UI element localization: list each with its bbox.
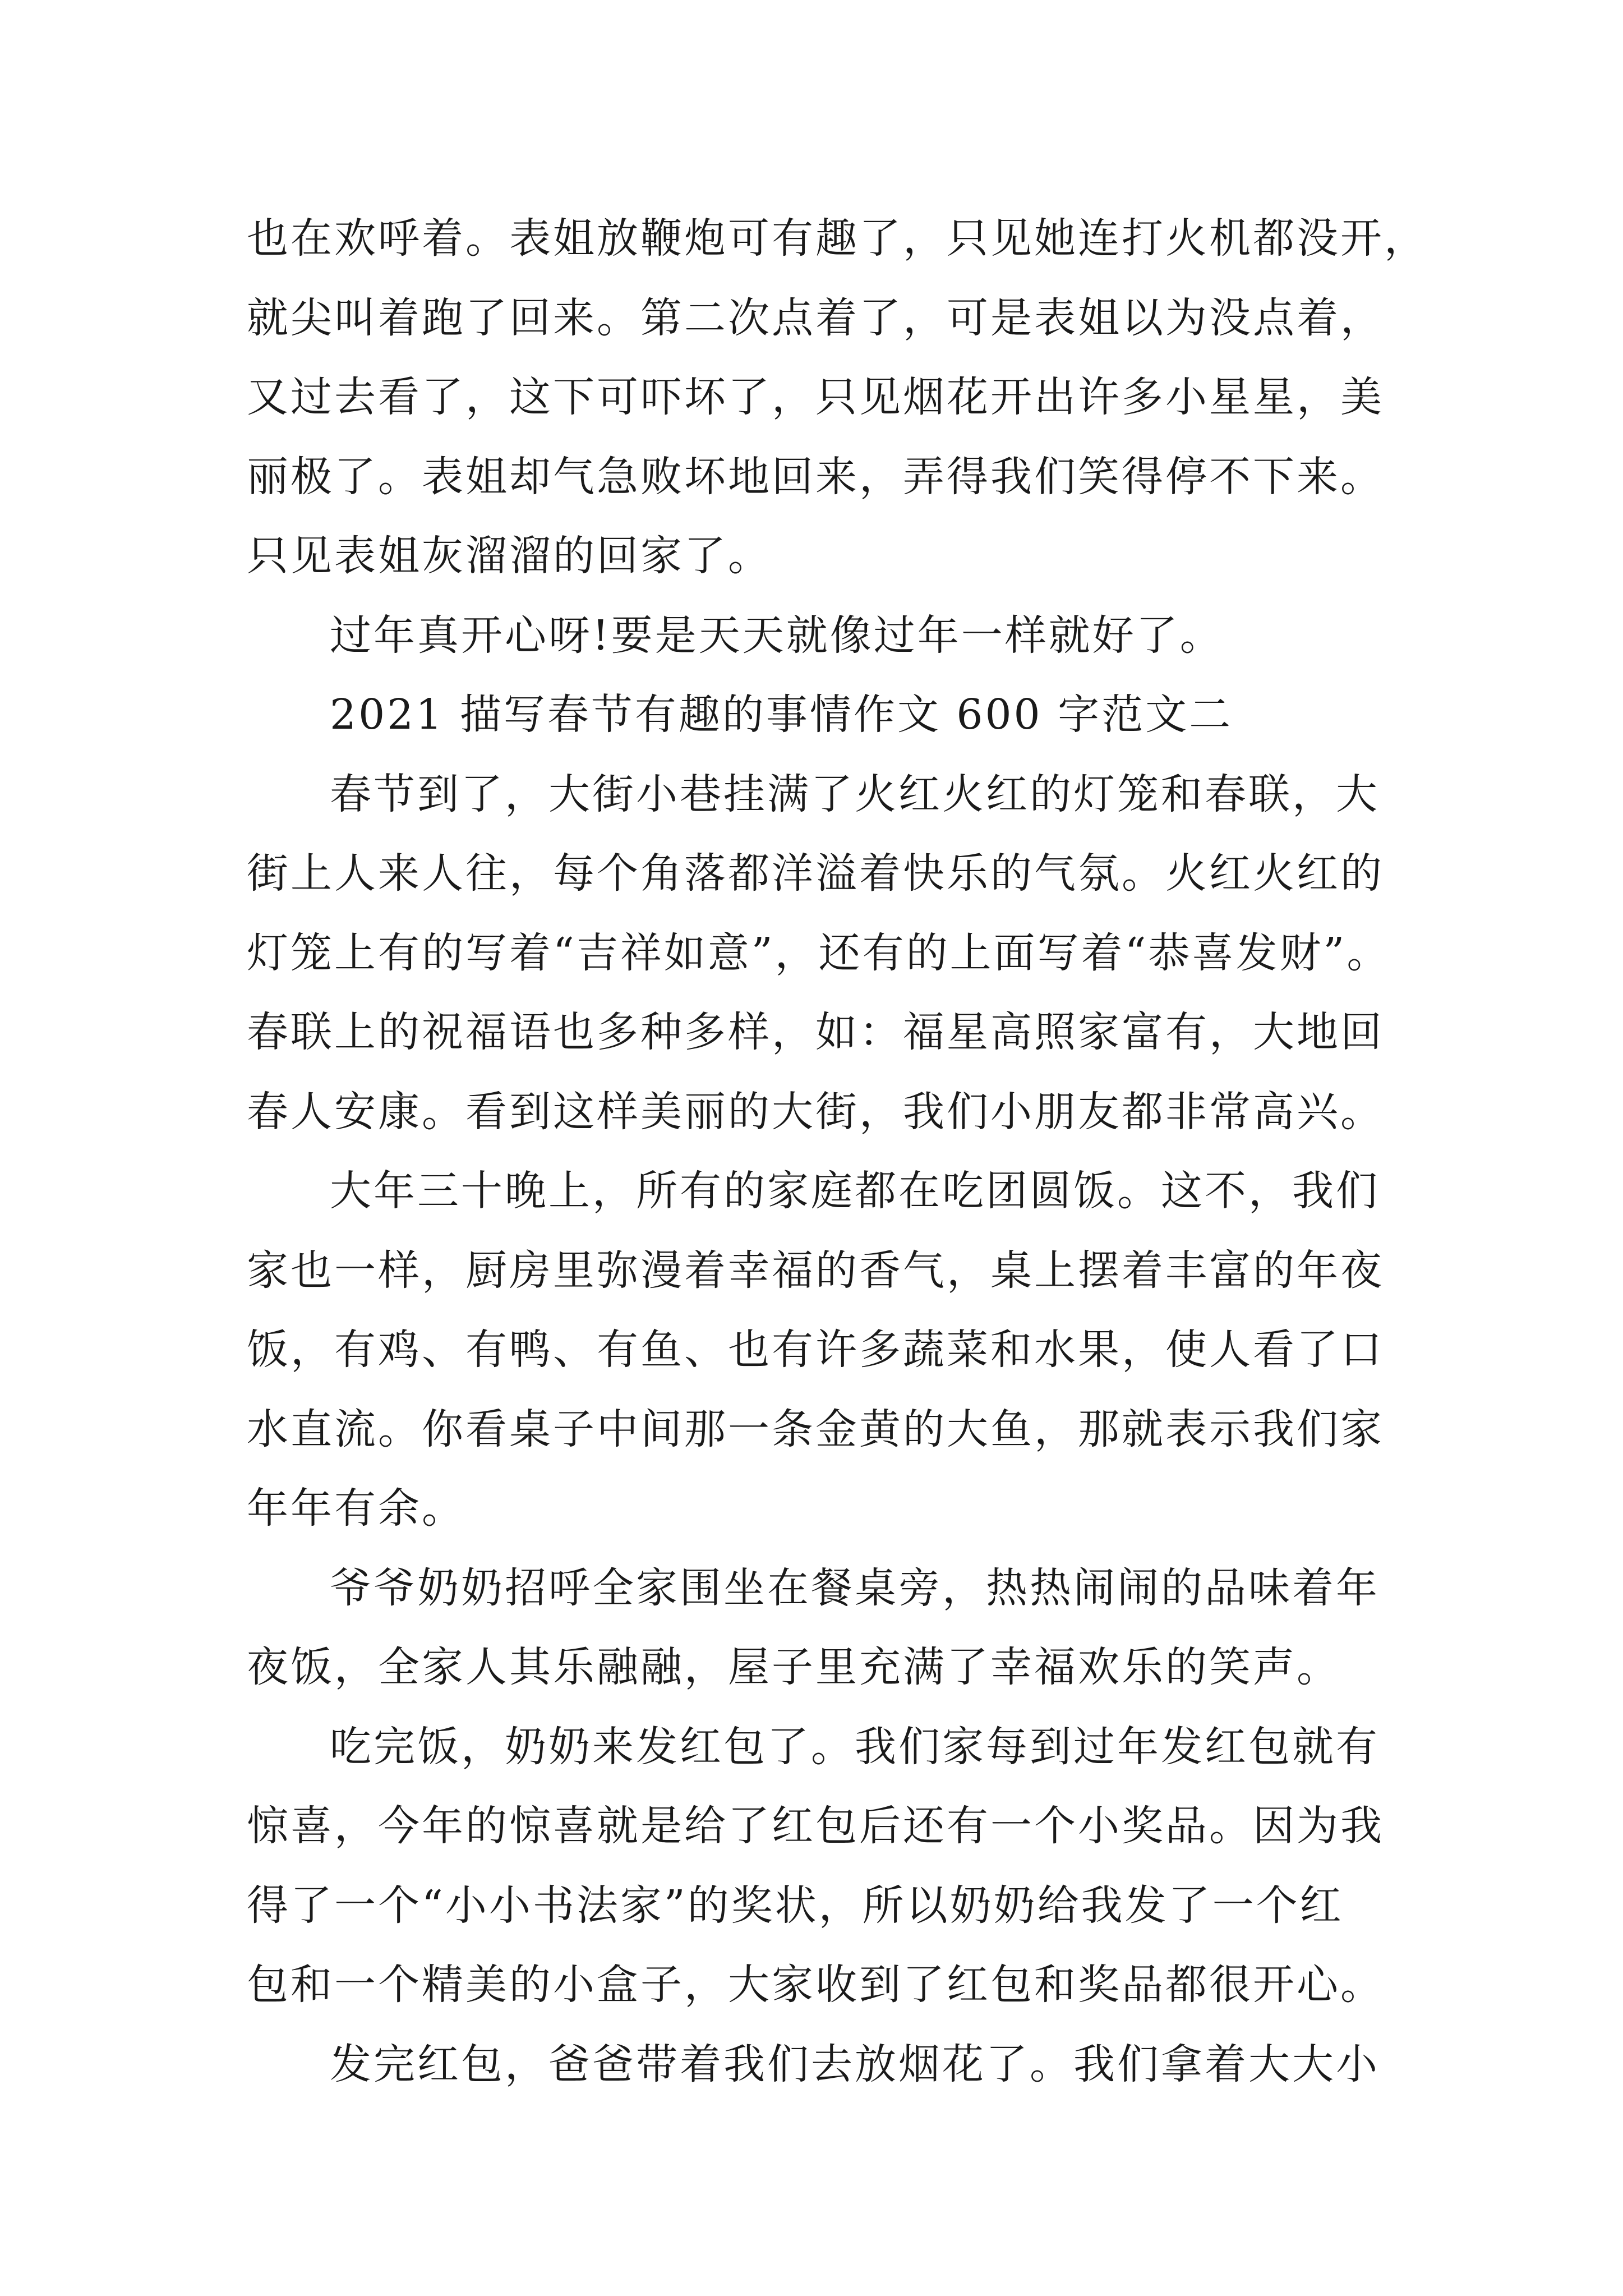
text-line: 春人安康。看到这样美丽的大街，我们小朋友都非常高兴。	[247, 1087, 1384, 1136]
text-line: 包和一个精美的小盒子，大家收到了红包和奖品都很开心。	[247, 1961, 1384, 2009]
text-line: 水直流。你看桌子中间那一条金黄的大鱼，那就表示我们家	[247, 1405, 1384, 1453]
text-line: 得了一个“小小书法家”的奖状，所以奶奶给我发了一个红	[247, 1881, 1344, 1930]
essay-heading: 2021 描写春节有趣的事情作文 600 字范文二	[330, 691, 1233, 739]
text-line: 丽极了。表姐却气急败坏地回来，弄得我们笑得停不下来。	[247, 452, 1384, 501]
text-line: 家也一样，厨房里弥漫着幸福的香气，桌上摆着丰富的年夜	[247, 1246, 1384, 1295]
text-line: 饭，有鸡、有鸭、有鱼、也有许多蔬菜和水果，使人看了口	[247, 1326, 1384, 1374]
document-body	[247, 199, 1428, 2104]
text-line: 街上人来人往，每个角落都洋溢着快乐的气氛。火红火红的	[247, 849, 1384, 898]
text-line: 大年三十晚上，所有的家庭都在吃团圆饭。这不，我们	[330, 1167, 1380, 1215]
text-line: 吃完饭，奶奶来发红包了。我们家每到过年发红包就有	[330, 1722, 1380, 1771]
text-line: 爷爷奶奶招呼全家围坐在餐桌旁，热热闹闹的品味着年	[330, 1563, 1380, 1612]
text-line: 又过去看了，这下可吓坏了，只见烟花开出许多小星星，美	[247, 373, 1384, 421]
text-line: 夜饭，全家人其乐融融，屋子里充满了幸福欢乐的笑声。	[247, 1643, 1340, 1691]
text-line: 灯笼上有的写着“吉祥如意”，还有的上面写着“恭喜发财”。	[247, 928, 1391, 977]
text-line: 春联上的祝福语也多种多样，如：福星高照家富有，大地回	[247, 1008, 1384, 1056]
text-line: 过年真开心呀!要是天天就像过年一样就好了。	[330, 611, 1224, 660]
text-line: 春节到了，大街小巷挂满了火红火红的灯笼和春联，大	[330, 770, 1380, 818]
text-line: 惊喜，今年的惊喜就是给了红包后还有一个小奖品。因为我	[247, 1802, 1384, 1850]
text-line: 发完红包，爸爸带着我们去放烟花了。我们拿着大大小	[330, 2040, 1380, 2088]
text-line: 就尖叫着跑了回来。第二次点着了，可是表姐以为没点着，	[247, 293, 1384, 342]
text-line: 也在欢呼着。表姐放鞭炮可有趣了，只见她连打火机都没开，	[247, 214, 1428, 263]
text-line: 年年有余。	[247, 1484, 465, 1533]
text-line: 只见表姐灰溜溜的回家了。	[247, 532, 772, 580]
